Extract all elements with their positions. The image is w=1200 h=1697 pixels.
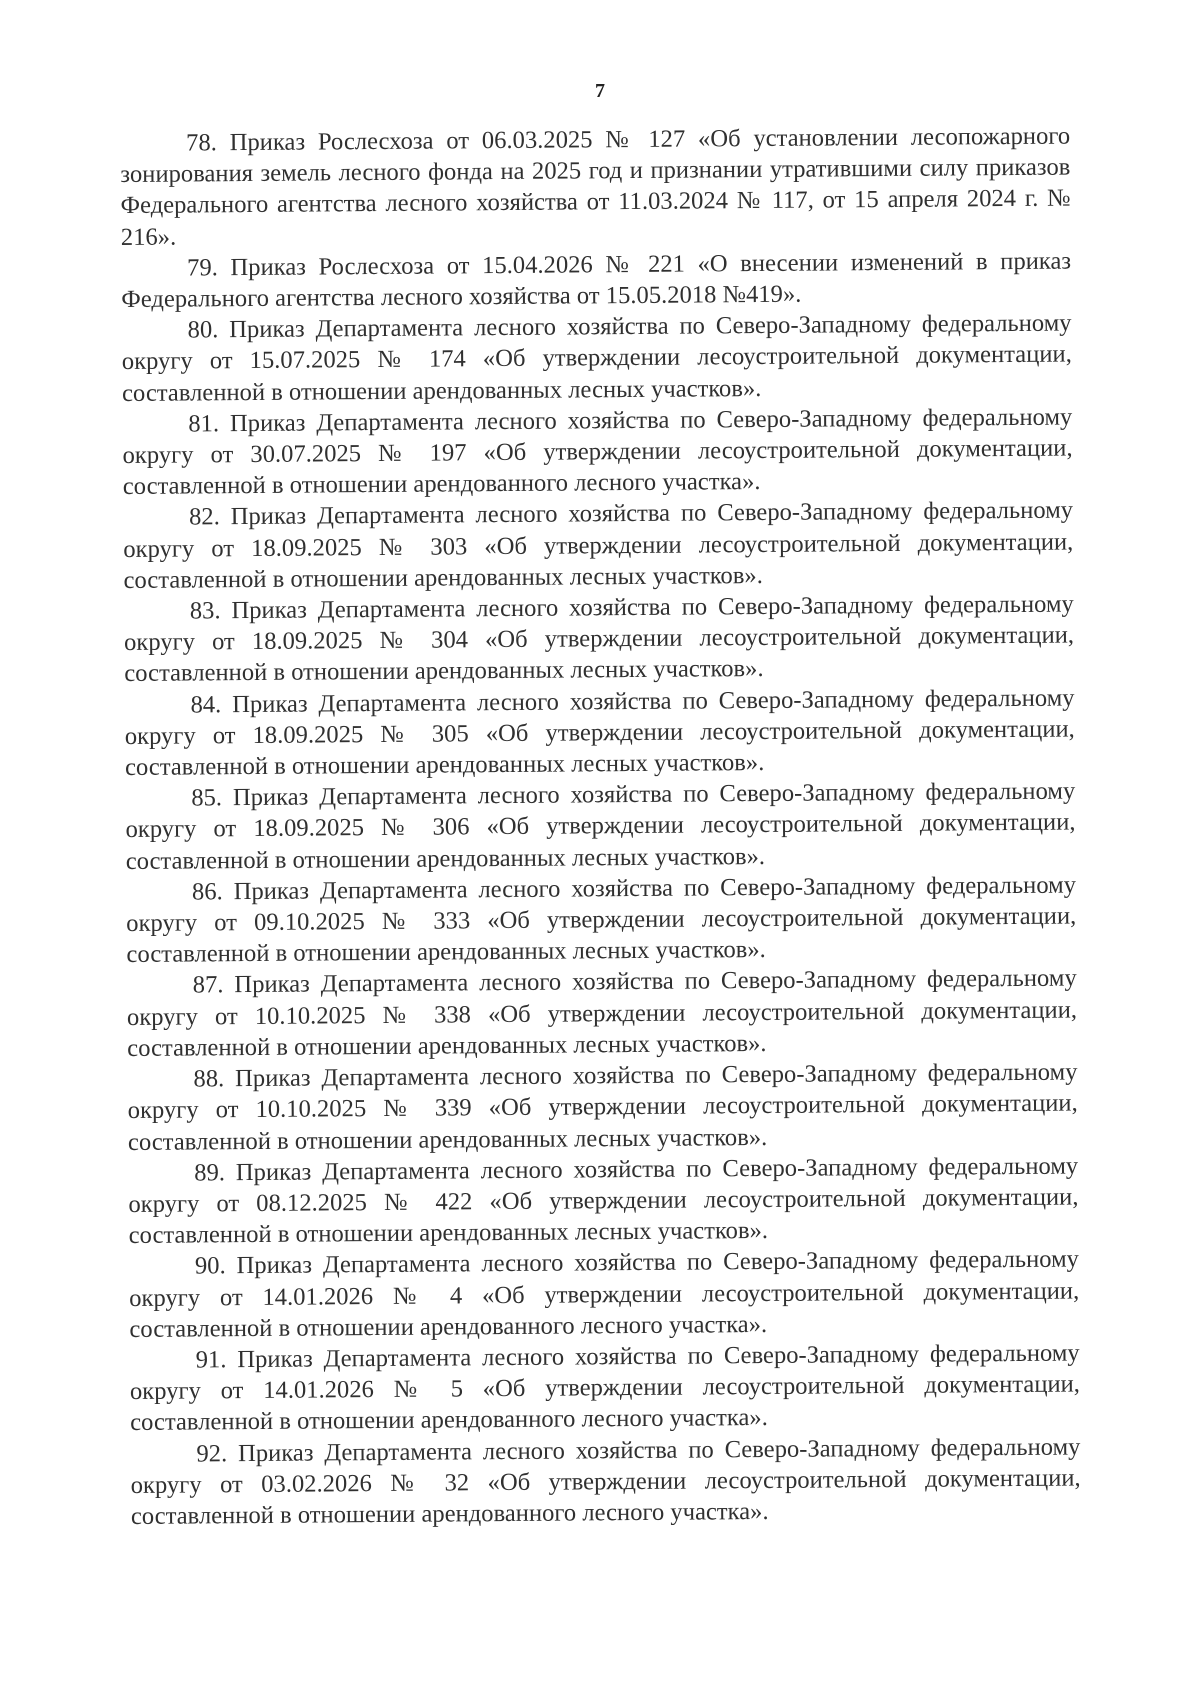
item-text: Приказ Департамента лесного хозяйства по Северо-Западному федеральному округу от 18.09.2025 № 305 «Об утверждении лесоустроительной документации, составленной в отношении арендованных лесных участков». <box>124 684 1075 782</box>
item-text: Приказ Департамента лесного хозяйства по Северо-Западному федеральному округу от 14.01.2026 № 5 «Об утверждении лесоустроительной документации, составленной в отношении арендованного лесного участка». <box>129 1339 1081 1437</box>
item-text: Приказ Рослесхоза от 15.04.2026 № 221 «О внесении изменений в приказ Федерального агентства лесного хозяйства от 15.05.2018 №419». <box>121 247 1072 314</box>
item-text: Приказ Департамента лесного хозяйства по Северо-Западному федеральному округу от 08.12.2025 № 422 «Об утверждении лесоустроительной документации, составленной в отношении арендованных лесных участков». <box>128 1152 1079 1250</box>
list-item <box>129 1244 1080 1345</box>
item-number: 84. <box>190 690 222 719</box>
item-number: 81. <box>188 410 220 438</box>
item-number: 88. <box>193 1065 225 1093</box>
item-number: 92. <box>196 1439 228 1467</box>
item-number: 90. <box>194 1252 226 1280</box>
item-text: Приказ Департамента лесного хозяйства по Северо-Западному федеральному округу от 14.01.2026 № 4 «Об утверждении лесоустроительной документации, составленной в отношении арендованного лесного участка». <box>129 1245 1080 1343</box>
item-text: Приказ Департамента лесного хозяйства по Северо-Западному федеральному округу от 18.09.2025 № 303 «Об утверждении лесоустроительной документации, составленной в отношении арендованных лесных участков». <box>123 496 1074 594</box>
item-text: Приказ Департамента лесного хозяйства по Северо-Западному федеральному округу от 09.10.2025 № 333 «Об утверждении лесоустроительной документации, составленной в отношении арендованных лесных участков». <box>126 871 1077 969</box>
item-number: 82. <box>188 503 220 531</box>
item-number: 89. <box>194 1158 226 1187</box>
item-text: Приказ Департамента лесного хозяйства по Северо-Западному федеральному округу от 30.07.2025 № 197 «Об утверждении лесоустроительной документации, составленной в отношении арендованного лесного участка». <box>122 403 1073 501</box>
document-body <box>120 121 1081 1533</box>
list-item <box>123 495 1074 596</box>
item-text: Приказ Департамента лесного хозяйства по Северо-Западному федеральному округу от 03.02.2026 № 32 «Об утверждении лесоустроительной документации, составленной в отношении арендованного лесного участка». <box>130 1433 1081 1530</box>
item-number: 83. <box>189 597 221 625</box>
item-text: Приказ Департамента лесного хозяйства по Северо-Западному федеральному округу от 15.07.2025 № 174 «Об утверждении лесоустроительной документации, составленной в отношении арендованных лесных участков». <box>121 309 1072 407</box>
list-item <box>128 1150 1079 1251</box>
list-item <box>127 963 1078 1064</box>
item-number: 85. <box>191 784 223 812</box>
item-text: Приказ Департамента лесного хозяйства по Северо-Западному федеральному округу от 18.09.2025 № 306 «Об утверждении лесоустроительной документации, составленной в отношении арендованных лесных участков». <box>125 777 1076 875</box>
list-item <box>130 1337 1081 1438</box>
list-item <box>124 589 1075 690</box>
item-number: 86. <box>191 878 223 906</box>
item-number: 91. <box>195 1346 227 1374</box>
list-item <box>121 308 1072 409</box>
list-item <box>120 121 1071 253</box>
page-number: 7 <box>595 80 605 102</box>
list-item <box>121 245 1071 315</box>
list-item <box>126 869 1077 970</box>
item-number: 79. <box>186 254 218 282</box>
list-item <box>127 1057 1078 1158</box>
list-item <box>124 682 1075 783</box>
item-number: 87. <box>192 971 224 999</box>
list-item <box>130 1431 1081 1532</box>
item-text: Приказ Департамента лесного хозяйства по Северо-Западному федеральному округу от 10.10.2025 № 338 «Об утверждении лесоустроительной документации, составленной в отношении арендованных лесных участков». <box>126 964 1078 1062</box>
item-number: 78. <box>186 129 217 157</box>
item-text: Приказ Рослесхоза от 06.03.2025 № 127 «Об установлении лесопожарного зонирования земель лесного фонда на 2025 год и признании утратившими силу приказов Федерального агентства лесного хозяйства от 11.03.2024 № 117, от 15 апреля 2024 г. № 216». <box>120 122 1071 251</box>
item-number: 80. <box>187 316 219 344</box>
list-item <box>122 401 1073 502</box>
item-text: Приказ Департамента лесного хозяйства по Северо-Западному федеральному округу от 18.09.2025 № 304 «Об утверждении лесоустроительной документации, составленной в отношении арендованных лесных участков». <box>123 590 1075 688</box>
item-text: Приказ Департамента лесного хозяйства по Северо-Западному федеральному округу от 10.10.2025 № 339 «Об утверждении лесоустроительной документации, составленной в отношении арендованных лесных участков». <box>127 1058 1078 1156</box>
list-item <box>125 776 1076 877</box>
